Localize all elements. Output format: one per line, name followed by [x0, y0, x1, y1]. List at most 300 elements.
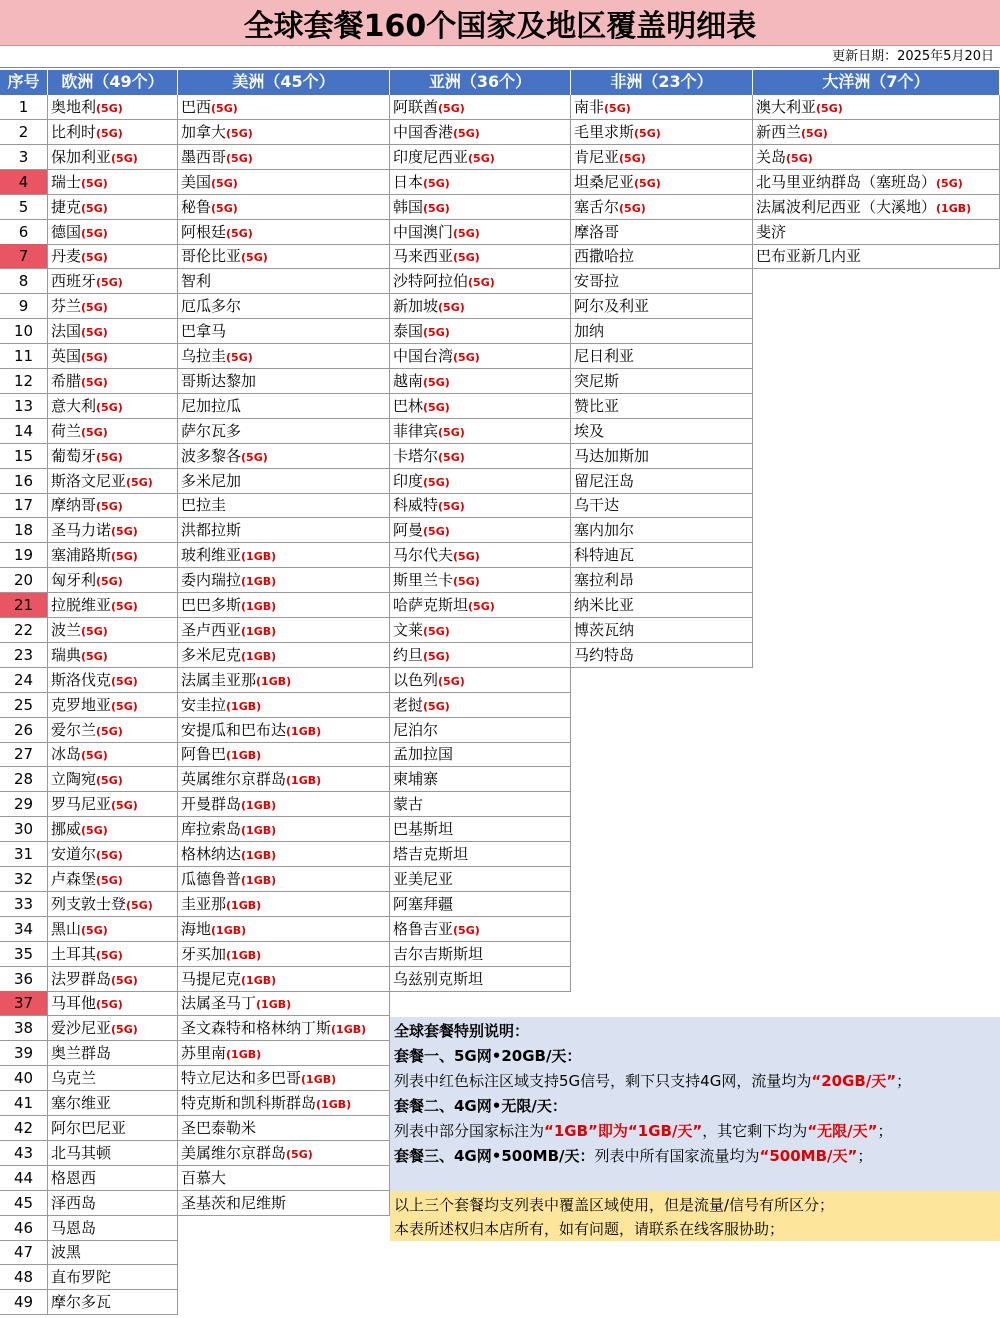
network-tag: (1GB)	[226, 699, 262, 713]
country-name: 阿根廷	[181, 222, 227, 241]
network-tag: (5G)	[111, 600, 138, 613]
row-index: 8	[0, 269, 48, 294]
row-index: 17	[0, 493, 48, 518]
country-cell-asia	[390, 742, 571, 767]
country-cell-europe	[48, 444, 178, 469]
country-cell-europe	[48, 842, 178, 867]
country-name: 阿尔巴尼亚	[51, 1118, 127, 1137]
country-name: 美国	[181, 172, 212, 191]
footer-notes	[390, 1191, 1000, 1241]
network-tag: (5G)	[96, 126, 123, 140]
network-tag: (5G)	[468, 600, 495, 613]
network-tag: (5G)	[604, 102, 631, 115]
country-name: 圣马力诺	[51, 521, 112, 540]
network-tag: (1GB)	[241, 624, 277, 638]
country-cell-america	[178, 817, 390, 842]
network-tag: (5G)	[81, 649, 108, 663]
header-africa: 非洲（23个）	[571, 70, 753, 95]
country-cell-asia	[390, 543, 571, 568]
country-cell-africa	[571, 344, 753, 369]
country-name: 罗马尼亚	[51, 795, 112, 814]
country-cell-america	[178, 942, 390, 967]
network-tag: (5G)	[81, 301, 108, 315]
row-index: 31	[0, 842, 48, 867]
country-name: 玻利维亚	[181, 546, 242, 565]
network-tag: (5G)	[453, 251, 480, 265]
country-name: 英国	[51, 347, 82, 365]
country-cell-asia	[390, 668, 571, 693]
network-tag: (1GB)	[331, 1023, 367, 1037]
country-name: 克罗地亚	[51, 695, 112, 714]
country-cell-america	[178, 95, 390, 120]
country-name: 塞拉利昂	[574, 571, 635, 590]
country-name: 卡塔尔	[393, 446, 439, 465]
country-cell-europe	[48, 344, 178, 369]
country-cell-america	[178, 269, 390, 294]
country-cell-asia	[390, 518, 571, 543]
country-name: 塞内加尔	[574, 521, 635, 540]
country-cell-america	[178, 1141, 390, 1166]
network-tag: (1GB)	[241, 849, 277, 862]
country-name: 希腊	[51, 371, 82, 390]
country-name: 挪威	[51, 820, 82, 839]
country-cell-asia	[390, 344, 571, 369]
country-name: 土耳其	[51, 944, 97, 963]
row-index: 14	[0, 419, 48, 444]
country-name: 塞舌尔	[574, 197, 620, 216]
country-name: 哥伦比亚	[181, 247, 242, 266]
row-index: 19	[0, 543, 48, 568]
country-cell-africa	[571, 493, 753, 518]
network-tag: (5G)	[423, 176, 450, 190]
row-index: 26	[0, 718, 48, 743]
country-name: 荷兰	[51, 421, 82, 440]
country-name: 马来西亚	[393, 247, 454, 266]
country-cell-europe	[48, 145, 178, 170]
country-cell-asia	[390, 220, 571, 245]
country-name: 秘鲁	[181, 197, 212, 216]
network-tag: (5G)	[96, 575, 123, 589]
country-cell-europe	[48, 742, 178, 767]
country-cell-asia	[390, 145, 571, 170]
country-name: 哈萨克斯坦	[393, 596, 469, 614]
row-index: 6	[0, 220, 48, 245]
row-index: 49	[0, 1290, 48, 1315]
network-tag: (5G)	[241, 251, 268, 265]
row-index: 11	[0, 344, 48, 369]
country-cell-america	[178, 444, 390, 469]
network-tag: (1GB)	[286, 774, 322, 788]
network-tag: (5G)	[423, 475, 450, 489]
row-index: 40	[0, 1066, 48, 1091]
country-name: 新加坡	[393, 297, 439, 316]
country-cell-africa	[571, 170, 753, 195]
country-name: 泽西岛	[51, 1193, 97, 1212]
country-cell-europe	[48, 1290, 178, 1315]
country-name: 美属维尔京群岛	[181, 1143, 287, 1162]
country-cell-america	[178, 394, 390, 419]
country-name: 巴基斯坦	[393, 820, 454, 839]
network-tag: (5G)	[81, 923, 108, 937]
network-tag: (5G)	[81, 326, 108, 340]
network-tag: (5G)	[423, 525, 450, 539]
country-name: 关岛	[756, 147, 787, 166]
country-name: 加纳	[574, 322, 605, 341]
country-cell-america	[178, 1016, 390, 1041]
network-tag: (5G)	[81, 749, 108, 763]
update-date: 更新日期：2025年5月20日	[0, 46, 1000, 68]
country-name: 巴西	[181, 98, 212, 116]
country-cell-oceania	[753, 195, 1000, 220]
network-tag: (1GB)	[226, 749, 262, 763]
country-cell-oceania	[753, 95, 1000, 120]
country-cell-asia	[390, 718, 571, 743]
country-cell-america	[178, 1066, 390, 1091]
country-name: 柬埔寨	[393, 770, 439, 789]
country-cell-africa	[571, 543, 753, 568]
row-index: 27	[0, 742, 48, 767]
country-name: 亚美尼亚	[393, 869, 454, 888]
network-tag: (5G)	[211, 176, 238, 190]
country-cell-africa	[571, 319, 753, 344]
country-cell-africa	[571, 369, 753, 394]
country-cell-america	[178, 518, 390, 543]
country-cell-europe	[48, 668, 178, 693]
network-tag: (5G)	[211, 102, 238, 115]
country-cell-europe	[48, 967, 178, 992]
country-name: 摩洛哥	[574, 222, 620, 241]
country-name: 斐济	[756, 222, 787, 241]
country-name: 约旦	[393, 645, 424, 664]
country-cell-asia	[390, 643, 571, 668]
header-oceania: 大洋洲（7个）	[753, 70, 1000, 95]
country-cell-america	[178, 319, 390, 344]
country-cell-europe	[48, 693, 178, 718]
country-cell-africa	[571, 294, 753, 319]
country-cell-europe	[48, 294, 178, 319]
row-index: 5	[0, 195, 48, 220]
network-tag: (5G)	[111, 151, 138, 165]
country-cell-america	[178, 220, 390, 245]
country-name: 比利时	[51, 122, 97, 141]
network-tag: (5G)	[81, 251, 108, 265]
country-cell-africa	[571, 593, 753, 618]
row-index: 34	[0, 917, 48, 942]
country-cell-america	[178, 792, 390, 817]
country-name: 多米尼加	[181, 471, 242, 490]
network-tag: (5G)	[81, 624, 108, 638]
network-tag: (5G)	[96, 276, 123, 290]
country-name: 爱沙尼亚	[51, 1019, 112, 1038]
country-name: 尼日利亚	[574, 347, 635, 365]
footer-line-2: 本表所述权归本店所有，如有问题，请联系在线客服协助；	[394, 1220, 785, 1238]
row-index: 45	[0, 1191, 48, 1216]
country-name: 英属维尔京群岛	[181, 770, 287, 789]
network-tag: (5G)	[936, 176, 963, 190]
country-cell-america	[178, 469, 390, 494]
country-name: 特立尼达和多巴哥	[181, 1069, 302, 1088]
country-cell-america	[178, 643, 390, 668]
country-name: 毛里求斯	[574, 122, 635, 141]
country-name: 新西兰	[756, 122, 802, 141]
network-tag: (5G)	[453, 923, 480, 937]
country-cell-asia	[390, 767, 571, 792]
country-cell-europe	[48, 543, 178, 568]
country-name: 阿联酋	[393, 98, 439, 116]
country-cell-america	[178, 244, 390, 269]
network-tag: (5G)	[81, 201, 108, 215]
country-cell-asia	[390, 693, 571, 718]
country-cell-america	[178, 195, 390, 220]
country-cell-oceania	[753, 170, 1000, 195]
country-name: 阿尔及利亚	[574, 297, 650, 316]
country-name: 日本	[393, 172, 424, 191]
network-tag: (5G)	[634, 126, 661, 140]
country-name: 波兰	[51, 620, 82, 639]
country-name: 赞比亚	[574, 396, 620, 415]
country-name: 圣卢西亚	[181, 620, 242, 639]
country-name: 马耳他	[51, 994, 97, 1013]
country-name: 波黑	[51, 1243, 82, 1262]
network-tag: (5G)	[634, 176, 661, 190]
country-name: 越南	[393, 371, 424, 390]
country-name: 加拿大	[181, 122, 227, 141]
plan3-desc: 套餐三、4G网•500MB/天：列表中所有国家流量均为“500MB/天”；	[394, 1147, 873, 1165]
country-cell-asia	[390, 817, 571, 842]
country-cell-asia	[390, 493, 571, 518]
country-name: 斯洛伐克	[51, 670, 112, 689]
network-tag: (1GB)	[241, 973, 277, 987]
network-tag: (5G)	[619, 201, 646, 215]
row-index: 32	[0, 867, 48, 892]
country-cell-africa	[571, 518, 753, 543]
row-index: 10	[0, 319, 48, 344]
network-tag: (5G)	[96, 724, 123, 738]
country-cell-asia	[390, 95, 571, 120]
country-cell-america	[178, 369, 390, 394]
country-name: 法属圭亚那	[181, 670, 257, 689]
network-tag: (5G)	[96, 102, 123, 115]
network-tag: (1GB)	[936, 201, 972, 215]
country-name: 开曼群岛	[181, 795, 242, 814]
country-cell-america	[178, 1116, 390, 1141]
country-name: 格林纳达	[181, 845, 242, 863]
country-cell-america	[178, 145, 390, 170]
country-name: 西班牙	[51, 272, 97, 291]
country-cell-europe	[48, 991, 178, 1016]
country-cell-europe	[48, 1066, 178, 1091]
network-tag: (5G)	[226, 351, 253, 364]
plan2-desc: 列表中部分国家标注为“1GB”即为“1GB/天”，其它剩下均为“无限/天”；	[394, 1122, 893, 1140]
row-index: 3	[0, 145, 48, 170]
country-name: 瓜德鲁普	[181, 869, 242, 888]
country-cell-america	[178, 1166, 390, 1191]
network-tag: (5G)	[438, 301, 465, 315]
network-tag: (5G)	[801, 126, 828, 140]
notes-heading: 全球套餐特别说明：	[394, 1022, 530, 1040]
country-cell-europe	[48, 518, 178, 543]
network-tag: (5G)	[453, 351, 480, 364]
country-name: 沙特阿拉伯	[393, 272, 469, 291]
country-name: 多米尼克	[181, 645, 242, 664]
country-name: 委内瑞拉	[181, 571, 242, 590]
country-name: 以色列	[393, 670, 439, 689]
row-index: 48	[0, 1265, 48, 1290]
country-cell-europe	[48, 917, 178, 942]
row-index: 21	[0, 593, 48, 618]
row-index: 39	[0, 1041, 48, 1066]
country-cell-asia	[390, 170, 571, 195]
country-cell-america	[178, 593, 390, 618]
country-name: 匈牙利	[51, 571, 97, 590]
country-cell-africa	[571, 244, 753, 269]
country-cell-europe	[48, 767, 178, 792]
country-name: 乌干达	[574, 496, 620, 515]
network-tag: (5G)	[453, 575, 480, 589]
row-index: 44	[0, 1166, 48, 1191]
country-name: 尼加拉瓜	[181, 396, 242, 415]
country-name: 印度尼西亚	[393, 147, 469, 166]
country-name: 法属圣马丁	[181, 994, 257, 1013]
network-tag: (5G)	[96, 873, 123, 887]
network-tag: (5G)	[423, 699, 450, 713]
network-tag: (1GB)	[226, 898, 262, 912]
country-name: 安哥拉	[574, 272, 620, 291]
country-name: 韩国	[393, 197, 424, 216]
network-tag: (1GB)	[301, 1073, 337, 1087]
country-name: 印度	[393, 471, 424, 490]
country-name: 澳大利亚	[756, 98, 817, 116]
country-cell-oceania	[753, 220, 1000, 245]
country-name: 老挝	[393, 695, 424, 714]
country-cell-europe	[48, 1141, 178, 1166]
row-index: 16	[0, 469, 48, 494]
country-cell-asia	[390, 444, 571, 469]
country-name: 菲律宾	[393, 421, 439, 440]
country-name: 安圭拉	[181, 695, 227, 714]
country-cell-africa	[571, 120, 753, 145]
country-cell-asia	[390, 394, 571, 419]
network-tag: (5G)	[468, 151, 495, 165]
country-name: 塔吉克斯坦	[393, 845, 469, 863]
country-name: 巴布亚新几内亚	[756, 247, 862, 266]
network-tag: (5G)	[453, 550, 480, 564]
country-cell-europe	[48, 220, 178, 245]
country-cell-america	[178, 668, 390, 693]
country-cell-europe	[48, 792, 178, 817]
country-cell-oceania	[753, 244, 1000, 269]
country-cell-europe	[48, 493, 178, 518]
row-index: 35	[0, 942, 48, 967]
country-name: 蒙古	[393, 795, 424, 814]
country-name: 肯尼亚	[574, 147, 620, 166]
country-cell-oceania	[753, 120, 1000, 145]
row-index: 29	[0, 792, 48, 817]
country-name: 西撒哈拉	[574, 247, 635, 266]
country-name: 科特迪瓦	[574, 546, 635, 565]
network-tag: (5G)	[423, 375, 450, 389]
network-tag: (5G)	[423, 326, 450, 340]
network-tag: (5G)	[211, 201, 238, 215]
country-cell-america	[178, 344, 390, 369]
country-name: 阿鲁巴	[181, 745, 227, 764]
country-cell-africa	[571, 618, 753, 643]
country-cell-europe	[48, 195, 178, 220]
row-index: 30	[0, 817, 48, 842]
country-name: 吉尔吉斯斯坦	[393, 944, 484, 963]
row-index: 42	[0, 1116, 48, 1141]
network-tag: (5G)	[423, 400, 450, 414]
country-cell-america	[178, 892, 390, 917]
country-cell-europe	[48, 942, 178, 967]
country-name: 塞浦路斯	[51, 546, 112, 565]
row-index: 36	[0, 967, 48, 992]
network-tag: (5G)	[81, 824, 108, 838]
page-title: 全球套餐160个国家及地区覆盖明细表	[0, 0, 1000, 46]
country-cell-africa	[571, 394, 753, 419]
country-name: 阿塞拜疆	[393, 894, 454, 913]
network-tag: (5G)	[241, 450, 268, 464]
header-index: 序号	[0, 70, 48, 95]
country-name: 圭亚那	[181, 894, 227, 913]
country-name: 圣基茨和尼维斯	[181, 1193, 287, 1212]
country-name: 黑山	[51, 919, 82, 938]
country-name: 泰国	[393, 322, 424, 341]
country-cell-asia	[390, 269, 571, 294]
country-name: 尼泊尔	[393, 720, 439, 739]
row-index: 22	[0, 618, 48, 643]
network-tag: (5G)	[126, 475, 153, 489]
network-tag: (1GB)	[241, 873, 277, 887]
country-name: 瑞士	[51, 172, 82, 191]
country-name: 列支敦士登	[51, 894, 127, 913]
network-tag: (1GB)	[241, 799, 277, 813]
network-tag: (1GB)	[241, 824, 277, 838]
network-tag: (1GB)	[316, 1098, 352, 1111]
country-cell-europe	[48, 419, 178, 444]
country-name: 奥兰群岛	[51, 1044, 112, 1063]
row-index: 4	[0, 170, 48, 195]
country-cell-oceania	[753, 145, 1000, 170]
country-cell-america	[178, 419, 390, 444]
country-name: 墨西哥	[181, 147, 227, 166]
country-cell-asia	[390, 244, 571, 269]
country-cell-america	[178, 120, 390, 145]
country-name: 留尼汪岛	[574, 471, 635, 490]
network-tag: (1GB)	[286, 724, 322, 738]
network-tag: (5G)	[96, 500, 123, 514]
country-name: 乌克兰	[51, 1069, 97, 1088]
country-cell-america	[178, 543, 390, 568]
country-cell-asia	[390, 419, 571, 444]
network-tag: (1GB)	[211, 923, 247, 937]
row-index: 41	[0, 1091, 48, 1116]
country-name: 瑞典	[51, 645, 82, 664]
network-tag: (1GB)	[241, 600, 277, 613]
country-name: 法属波利尼西亚（大溪地）	[756, 197, 937, 216]
country-name: 北马里亚纳群岛（塞班岛）	[756, 172, 937, 191]
country-cell-europe	[48, 1016, 178, 1041]
country-cell-asia	[390, 892, 571, 917]
row-index: 46	[0, 1216, 48, 1241]
country-cell-europe	[48, 718, 178, 743]
network-tag: (5G)	[438, 425, 465, 439]
row-index: 23	[0, 643, 48, 668]
row-index: 28	[0, 767, 48, 792]
country-cell-europe	[48, 817, 178, 842]
country-cell-europe	[48, 618, 178, 643]
country-cell-asia	[390, 942, 571, 967]
